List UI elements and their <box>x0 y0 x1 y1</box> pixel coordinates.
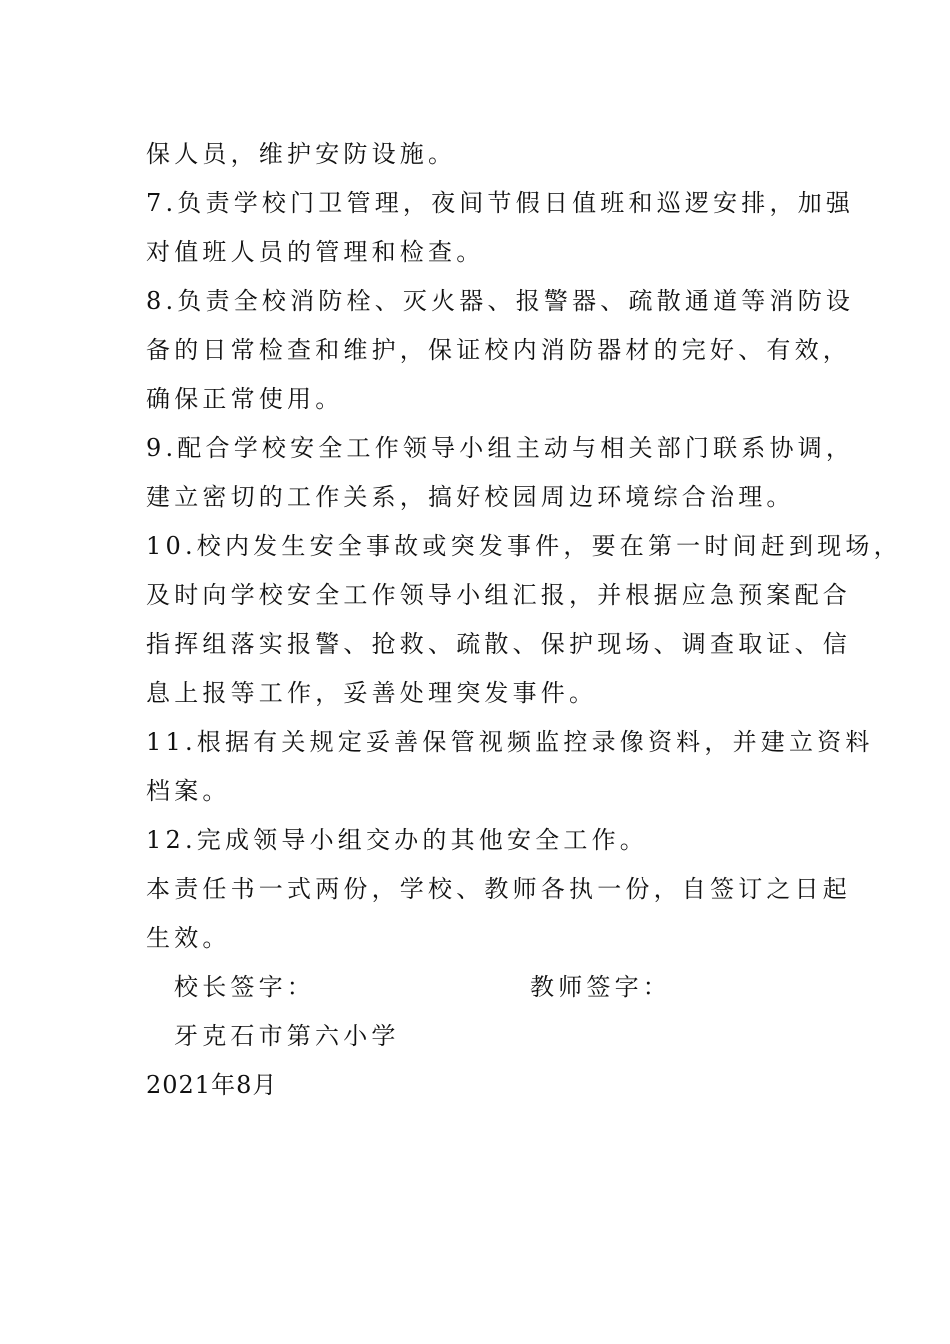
text-line-item-11: 11.根据有关规定妥善保管视频监控录像资料，并建立资料 <box>146 728 874 756</box>
text-line-item-12: 12.完成领导小组交办的其他安全工作。 <box>146 826 648 854</box>
text-line: 确保正常使用。 <box>146 385 344 413</box>
text-line-item-8: 8.负责全校消防栓、灭火器、报警器、疏散通道等消防设 <box>146 287 855 315</box>
text-line-item-9: 9.配合学校安全工作领导小组主动与相关部门联系协调， <box>146 434 855 462</box>
text-line: 备的日常检查和维护，保证校内消防器材的完好、有效， <box>146 336 851 364</box>
signature-row <box>146 963 816 1012</box>
text-line: 及时向学校安全工作领导小组汇报，并根据应急预案配合 <box>146 581 851 609</box>
text-line: 指挥组落实报警、抢救、疏散、保护现场、调查取证、信 <box>146 630 851 658</box>
text-line-closing: 本责任书一式两份，学校、教师各执一份，自签订之日起 <box>146 875 851 903</box>
text-line: 息上报等工作，妥善处理突发事件。 <box>146 679 598 707</box>
text-line: 建立密切的工作关系，搞好校园周边环境综合治理。 <box>146 483 795 511</box>
document-body <box>146 130 902 1110</box>
principal-signature-label: 校长签字： <box>174 973 315 1001</box>
teacher-signature-label: 教师签字： <box>530 973 671 1001</box>
text-line: 档案。 <box>146 777 231 805</box>
text-line-item-10: 10.校内发生安全事故或突发事件，要在第一时间赶到现场， <box>146 532 902 560</box>
school-name: 牙克石市第六小学 <box>174 1022 400 1050</box>
text-line: 对值班人员的管理和检查。 <box>146 238 485 266</box>
document-date: 2021年8月 <box>146 1071 278 1099</box>
text-line-item-7: 7.负责学校门卫管理，夜间节假日值班和巡逻安排，加强 <box>146 189 855 217</box>
text-line: 保人员，维护安防设施。 <box>146 140 457 168</box>
text-line: 生效。 <box>146 924 231 952</box>
